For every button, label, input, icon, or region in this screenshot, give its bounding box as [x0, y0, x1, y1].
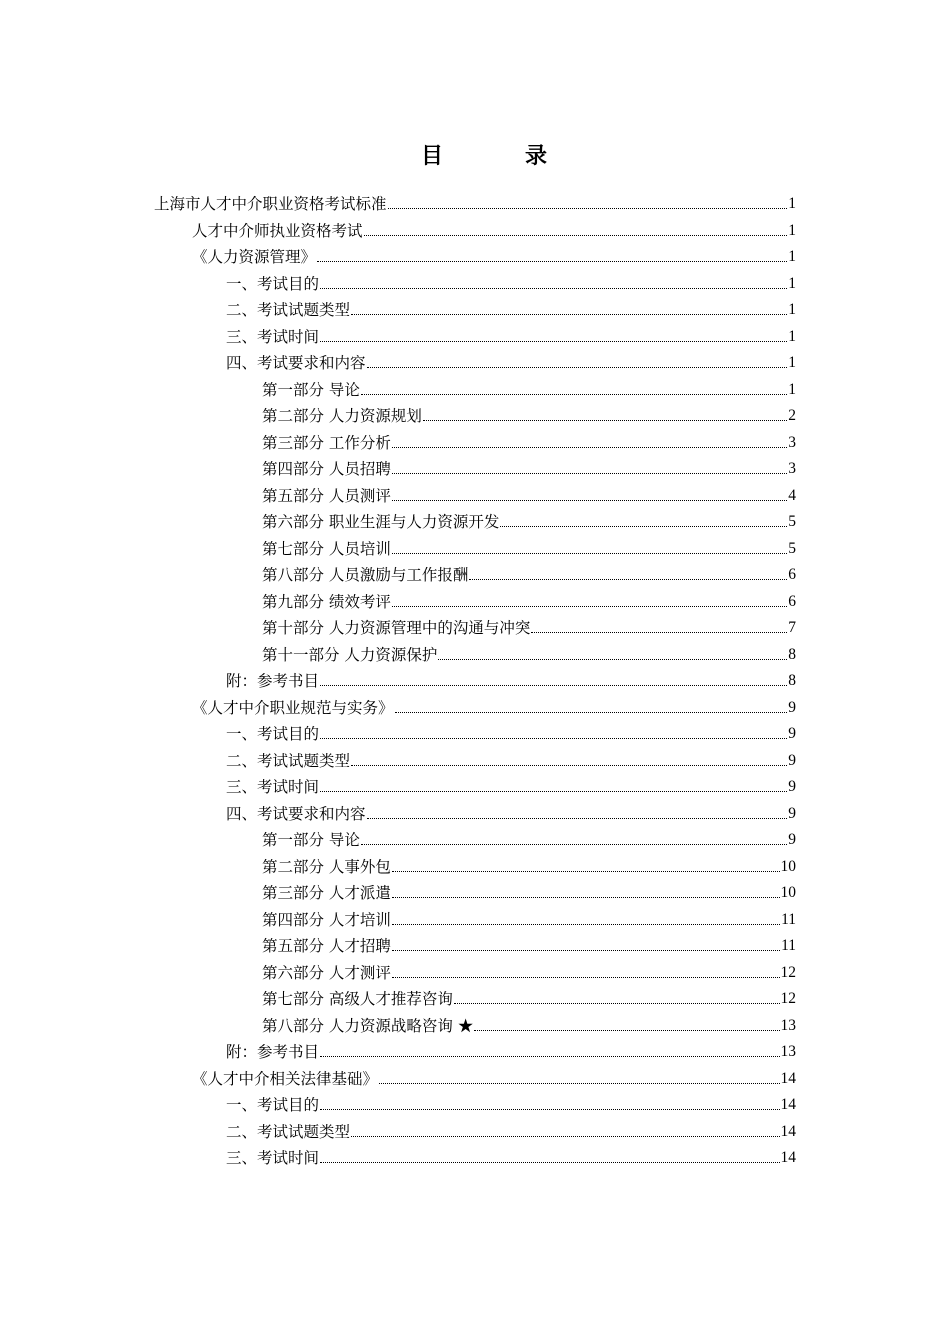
toc-entry-page: 1 [788, 248, 796, 265]
toc-entry-label: 第五部分 人员测评 [262, 486, 391, 505]
toc-entry-label: 第十部分 人力资源管理中的沟通与冲突 [262, 619, 531, 637]
toc-entry-page: 8 [788, 672, 796, 689]
dot-leader [367, 804, 788, 824]
dot-leader [364, 221, 788, 241]
toc-entry[interactable] [226, 1089, 796, 1115]
toc-entry-label: 三、考试时间 [226, 778, 320, 796]
toc-entry-page: 9 [788, 751, 796, 769]
dot-leader [500, 512, 787, 532]
toc-entry[interactable] [226, 665, 796, 691]
toc-entry-label: 第三部分 人才派遣 [262, 884, 391, 902]
dot-leader [351, 1122, 779, 1142]
toc-entry-label: 第十一部分 人力资源保护 [262, 645, 438, 664]
dot-leader [531, 618, 787, 638]
toc-entry-page: 14 [780, 1096, 796, 1113]
toc-entry[interactable] [262, 453, 796, 479]
dot-leader [320, 777, 787, 797]
toc-entry-page: 10 [780, 884, 796, 901]
dot-leader [392, 963, 780, 983]
dot-leader [361, 830, 787, 850]
toc-entry-label: 一、考试目的 [226, 274, 320, 293]
toc-entry-label: 第七部分 高级人才推荐咨询 [262, 990, 453, 1008]
toc-entry[interactable] [262, 639, 796, 665]
toc-entry-label: 第一部分 导论 [262, 380, 360, 399]
toc-entry-page: 8 [788, 645, 796, 663]
toc-entry-page: 12 [780, 963, 796, 981]
toc-entry[interactable] [262, 400, 796, 426]
dot-leader [392, 539, 787, 559]
toc-entry-label: 第二部分 人力资源规划 [262, 407, 422, 425]
toc-entry-page: 11 [781, 910, 796, 928]
toc-entry-page: 1 [788, 195, 796, 212]
dot-leader [392, 936, 780, 956]
dot-leader [454, 989, 780, 1009]
toc-entry[interactable] [192, 241, 796, 267]
dot-leader [423, 406, 787, 426]
dot-leader [320, 274, 787, 294]
toc-entry-page: 1 [788, 380, 796, 398]
toc-entry[interactable] [226, 1142, 796, 1168]
toc-entry[interactable] [262, 506, 796, 532]
toc-entry-page: 9 [788, 725, 796, 742]
dot-leader [392, 459, 787, 479]
toc-entry-label: 第四部分 人员招聘 [262, 460, 391, 478]
toc-entry-label: 第九部分 绩效考评 [262, 592, 391, 611]
toc-entry-label: 一、考试目的 [226, 1096, 320, 1114]
toc-entry-label: 三、考试时间 [226, 1149, 320, 1167]
toc-entry-page: 3 [788, 460, 796, 477]
toc-entry-page: 13 [780, 1016, 796, 1034]
dot-leader [320, 327, 787, 347]
toc-entry-label: 二、考试试题类型 [226, 1122, 351, 1141]
toc-entry-label: 第二部分 人事外包 [262, 857, 391, 876]
dot-leader [392, 592, 787, 612]
toc-entry[interactable] [262, 559, 796, 585]
dot-leader [392, 883, 780, 903]
toc-entry-label: 《人才中介相关法律基础》 [192, 1069, 379, 1088]
dot-leader [320, 724, 787, 744]
dot-leader [392, 910, 780, 930]
toc-entry-label: 上海市人才中介职业资格考试标准 [154, 195, 387, 213]
toc-entry[interactable] [154, 188, 796, 214]
toc-entry-page: 2 [788, 407, 796, 424]
toc-entry-page: 12 [780, 990, 796, 1007]
toc-entry-page: 9 [788, 698, 796, 716]
dot-leader [317, 247, 787, 267]
toc-entry-page: 3 [788, 433, 796, 451]
toc-entry[interactable] [262, 824, 796, 850]
dot-leader [392, 486, 787, 506]
toc-entry-page: 9 [788, 831, 796, 848]
toc-entry[interactable] [226, 718, 796, 744]
toc-entry-page: 1 [788, 301, 796, 318]
toc-entry[interactable] [262, 904, 796, 930]
toc-entry-label: 第三部分 工作分析 [262, 433, 391, 452]
toc-entry[interactable] [192, 1063, 796, 1089]
toc-entry-label: 第五部分 人才招聘 [262, 937, 391, 955]
toc-entry[interactable] [262, 957, 796, 983]
toc-entry[interactable] [226, 745, 796, 771]
toc-entry[interactable] [262, 930, 796, 956]
toc-entry-label: 第七部分 人员培训 [262, 539, 391, 558]
toc-entry[interactable] [226, 798, 796, 824]
toc-entry-page: 10 [780, 857, 796, 875]
toc-entry-page: 14 [780, 1069, 796, 1087]
toc-entry-label: 第六部分 人才测评 [262, 963, 391, 982]
dot-leader [469, 565, 787, 585]
toc-entry[interactable] [262, 983, 796, 1009]
toc-entry-page: 14 [780, 1149, 796, 1166]
toc-entry-page: 6 [788, 566, 796, 583]
dot-leader [367, 353, 788, 373]
toc-entry[interactable] [226, 321, 796, 347]
toc-entry-label: 附：参考书目 [226, 1043, 320, 1061]
toc-entry[interactable] [226, 1116, 796, 1142]
toc-entry-label: 四、考试要求和内容 [226, 354, 366, 372]
toc-entry-label: 附：参考书目 [226, 672, 320, 690]
toc-entry[interactable] [262, 427, 796, 453]
dot-leader [361, 380, 787, 400]
toc-entry-label: 四、考试要求和内容 [226, 804, 366, 823]
toc-entry-label: 一、考试目的 [226, 725, 320, 743]
dot-leader [351, 300, 787, 320]
toc-entry-page: 4 [788, 486, 796, 504]
toc-entry[interactable] [226, 268, 796, 294]
toc-entry[interactable] [262, 374, 796, 400]
toc-entry-label: 三、考试时间 [226, 327, 320, 346]
toc-entry[interactable] [262, 586, 796, 612]
toc-entry-page: 1 [788, 354, 796, 371]
toc-entry[interactable] [226, 1036, 796, 1062]
toc-entry-label: 《人才中介职业规范与实务》 [192, 698, 394, 717]
toc-entry-page: 1 [788, 327, 796, 345]
dot-leader [392, 857, 780, 877]
toc-entry[interactable] [262, 851, 796, 877]
toc-entry-label: 第八部分 人力资源战略咨询 ★ [262, 1016, 474, 1035]
toc-entry[interactable] [192, 692, 796, 718]
toc-entry-label: 《人力资源管理》 [192, 248, 317, 266]
toc-entry-label: 二、考试试题类型 [226, 751, 351, 770]
toc-entry[interactable] [226, 347, 796, 373]
toc-entry-page: 9 [788, 778, 796, 795]
toc-entry[interactable] [262, 877, 796, 903]
toc-entry-page: 13 [780, 1043, 796, 1060]
dot-leader [392, 433, 787, 453]
toc-entry[interactable] [262, 1010, 796, 1036]
dot-leader [351, 751, 787, 771]
dot-leader [474, 1016, 779, 1036]
toc-entry-label: 第八部分 人员激励与工作报酬 [262, 566, 469, 584]
toc-entry-page: 11 [781, 937, 796, 954]
toc-entry-label: 第四部分 人才培训 [262, 910, 391, 929]
toc-entry[interactable] [192, 215, 796, 241]
dot-leader [320, 1148, 779, 1168]
dot-leader [320, 1042, 779, 1062]
toc-entry-page: 5 [788, 539, 796, 557]
toc-entry-page: 9 [788, 804, 796, 822]
toc-entry-label: 第一部分 导论 [262, 831, 360, 849]
toc-entry-label: 第六部分 职业生涯与人力资源开发 [262, 513, 500, 531]
toc-entry-label: 二、考试试题类型 [226, 301, 351, 319]
toc-entry[interactable] [262, 480, 796, 506]
toc-entry-page: 1 [788, 221, 796, 239]
toc-entry[interactable] [226, 294, 796, 320]
toc-entry-page: 14 [780, 1122, 796, 1140]
toc-entry[interactable] [262, 533, 796, 559]
toc-entry-page: 6 [788, 592, 796, 610]
dot-leader [320, 1095, 779, 1115]
toc-entry-page: 5 [788, 513, 796, 530]
toc-entry[interactable] [262, 612, 796, 638]
toc-entry-label: 人才中介师执业资格考试 [192, 221, 363, 240]
dot-leader [395, 698, 788, 718]
dot-leader [388, 194, 788, 214]
dot-leader [438, 645, 787, 665]
toc-entry-page: 1 [788, 274, 796, 292]
toc-entry-page: 7 [788, 619, 796, 636]
dot-leader [320, 671, 787, 691]
page-title: 目 录 [420, 144, 577, 169]
dot-leader [379, 1069, 779, 1089]
toc-entry[interactable] [226, 771, 796, 797]
